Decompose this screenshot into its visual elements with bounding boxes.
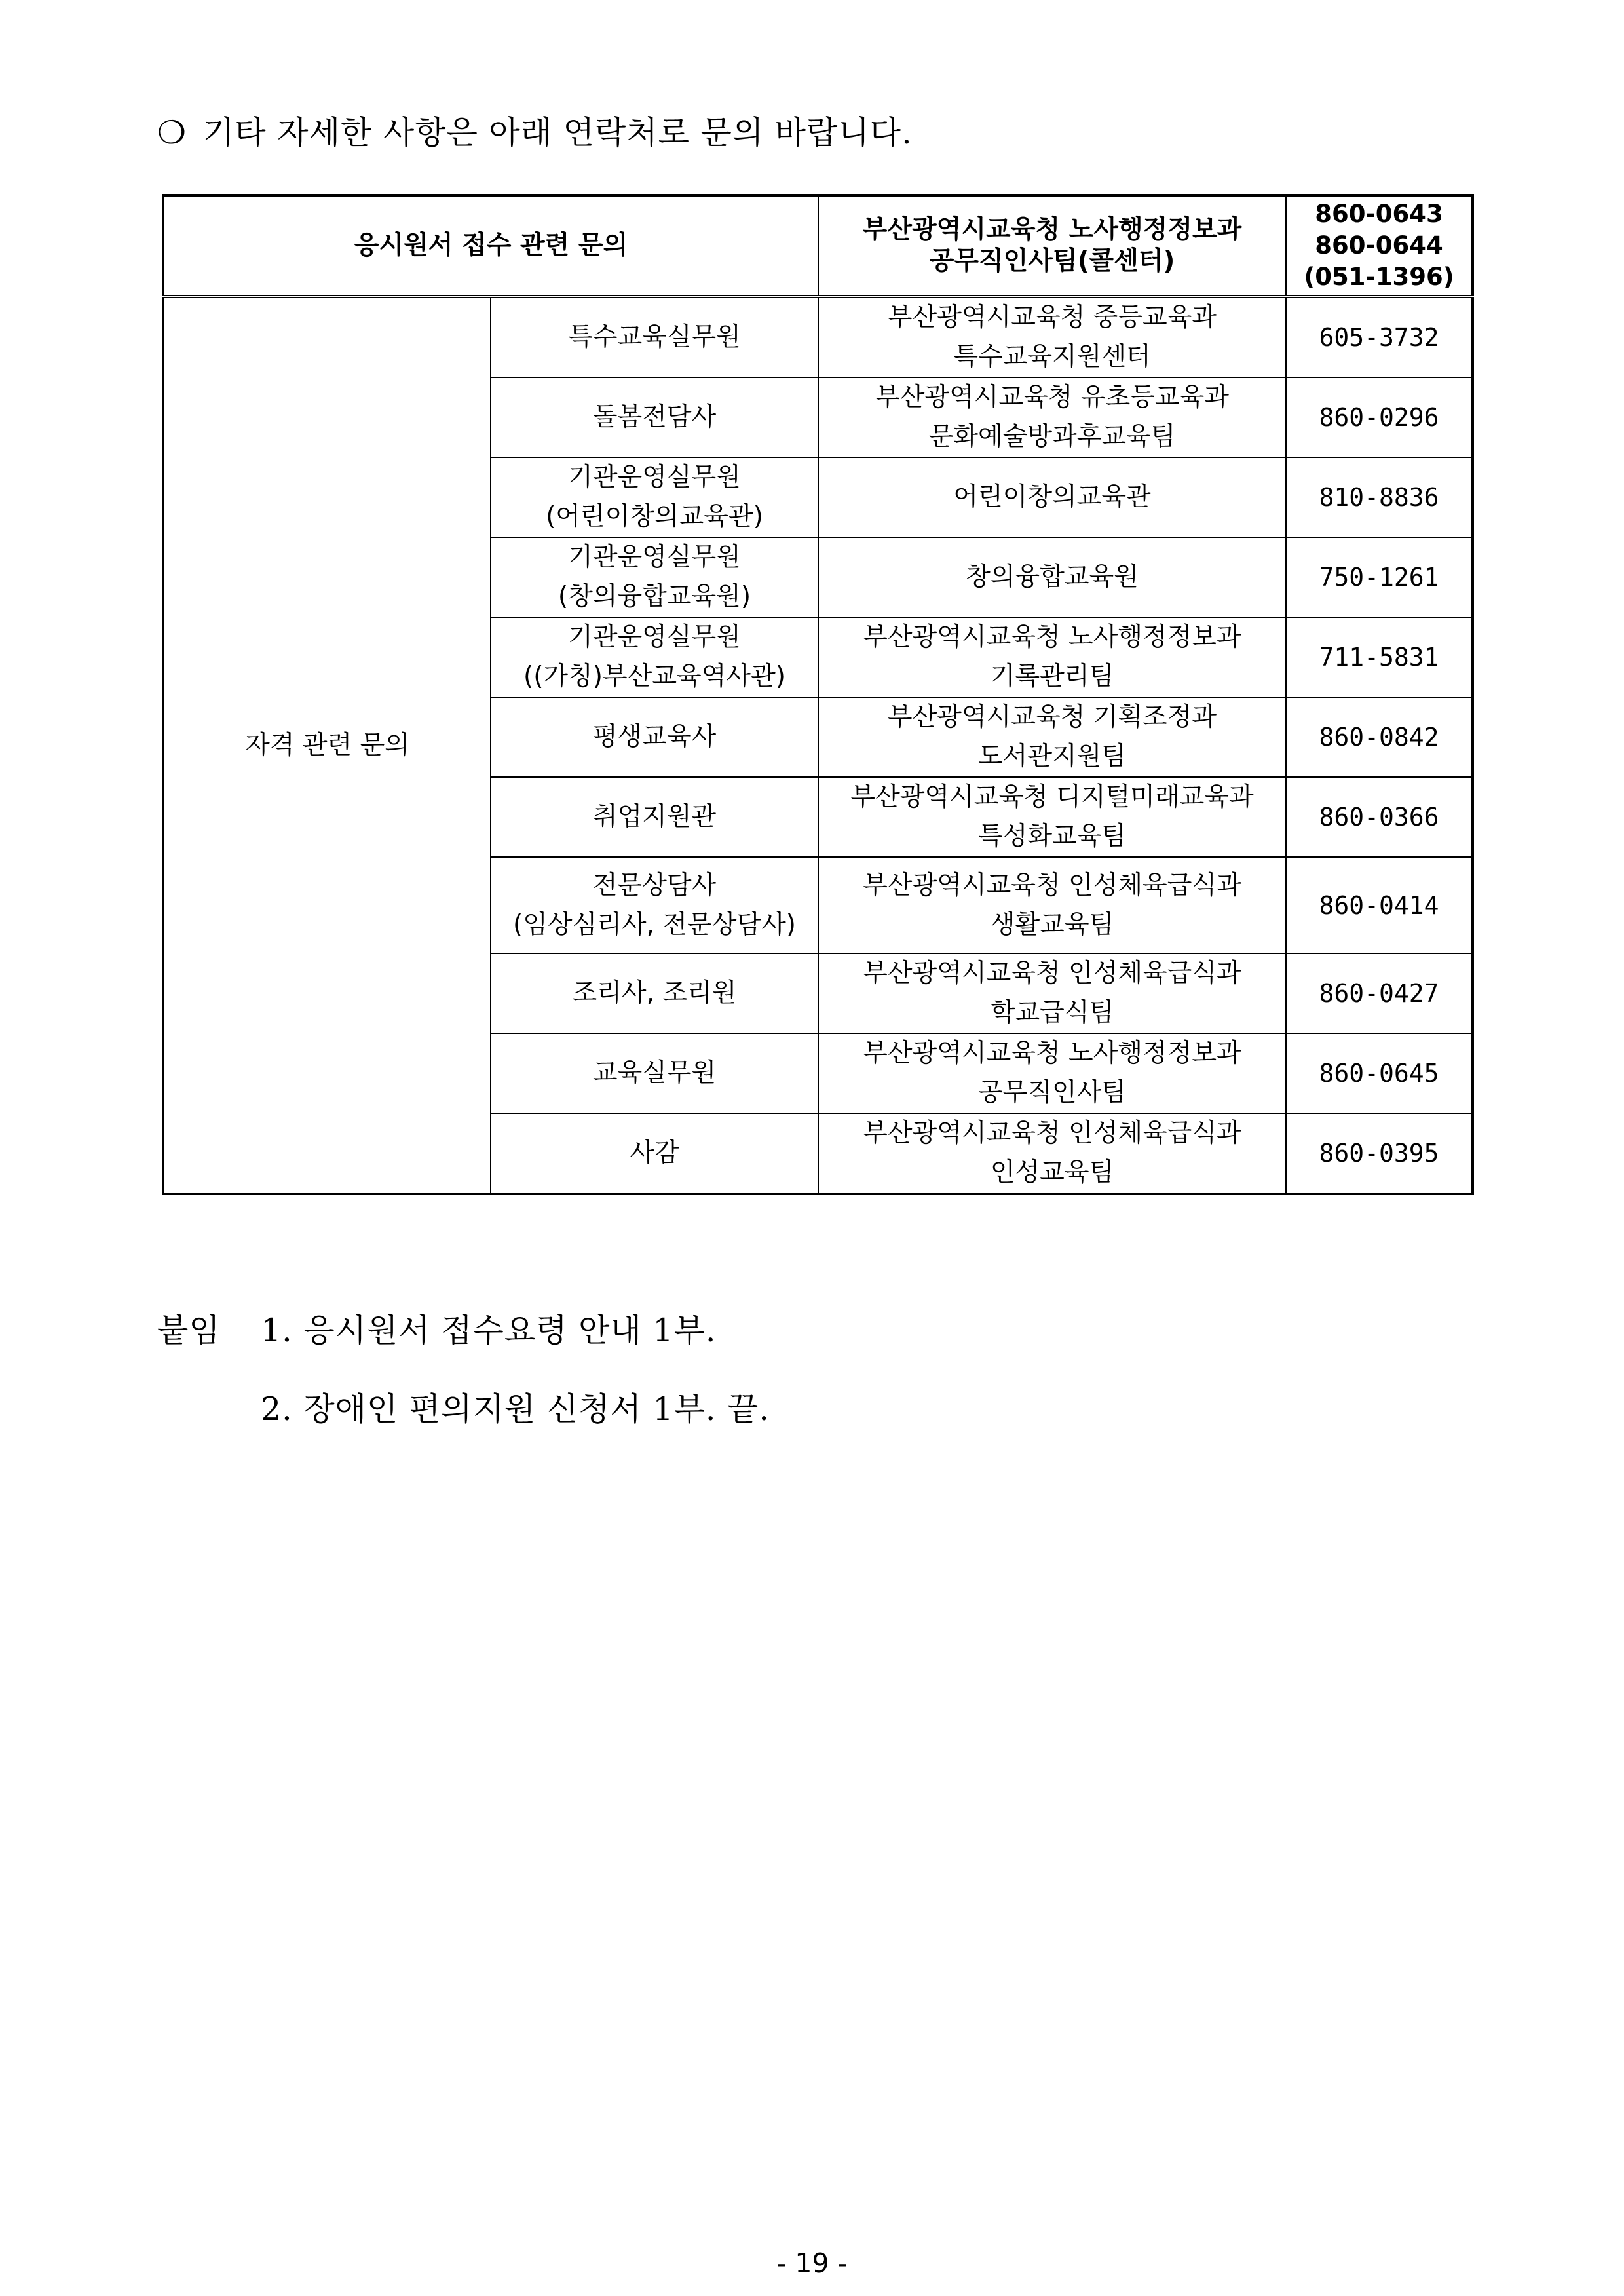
department-cell — [818, 1113, 1286, 1194]
job-title-cell — [491, 777, 818, 857]
job-title-cell — [491, 857, 818, 953]
department-line: 부산광역시교육청 디지털미래교육과 — [850, 782, 1254, 812]
job-title-line: (어린이창의교육관) — [546, 502, 763, 531]
department-line: 부산광역시교육청 인성체육급식과 — [863, 959, 1241, 988]
job-title-line: 돌봄전담사 — [592, 402, 717, 432]
job-title-cell — [491, 537, 818, 617]
job-title-cell — [491, 617, 818, 697]
department-line: 창의융합교육원 — [966, 562, 1139, 592]
header-phones — [1286, 195, 1473, 297]
department-line: 도서관지원팀 — [977, 742, 1127, 771]
job-title-line: 취업지원관 — [592, 802, 717, 832]
department-line: 부산광역시교육청 인성체육급식과 — [863, 870, 1241, 900]
department-line: 공무직인사팀 — [977, 1078, 1127, 1107]
group-label: 자격 관련 문의 — [163, 297, 491, 1195]
job-title-line: 특수교육실무원 — [568, 322, 741, 352]
contact-table — [162, 194, 1474, 1195]
department-cell — [818, 953, 1286, 1033]
department-cell — [818, 857, 1286, 953]
job-title-cell — [491, 297, 818, 378]
department-cell — [818, 377, 1286, 457]
department-cell — [818, 617, 1286, 697]
phone-cell: 810-8836 — [1286, 457, 1473, 537]
department-cell — [818, 297, 1286, 378]
job-title-cell — [491, 697, 818, 777]
phone-cell: 860-0395 — [1286, 1113, 1473, 1194]
job-title-line: 기관운영실무원 — [568, 543, 741, 572]
department-line: 생활교육팀 — [990, 909, 1114, 940]
department-line: 부산광역시교육청 유초등교육과 — [875, 383, 1229, 412]
header-dept — [818, 195, 1286, 297]
department-cell — [818, 537, 1286, 617]
job-title-cell — [491, 1113, 818, 1194]
department-line: 어린이창의교육관 — [953, 482, 1151, 512]
job-title-line: 사감 — [630, 1138, 679, 1168]
department-line: 학교급식팀 — [990, 998, 1114, 1027]
attachment-1 — [157, 1308, 716, 1354]
header-dept-line: 공무직인사팀(콜센터) — [929, 246, 1175, 276]
department-line: 기록관리팀 — [990, 662, 1114, 691]
job-title-line: (창의융합교육원) — [557, 582, 751, 611]
department-cell — [818, 697, 1286, 777]
phone-cell: 605-3732 — [1286, 297, 1473, 378]
phone-cell: 860-0296 — [1286, 377, 1473, 457]
department-line: 인성교육팀 — [990, 1158, 1114, 1187]
job-title-line: 교육실무원 — [592, 1058, 717, 1088]
header-label: 응시원서 접수 관련 문의 — [163, 195, 818, 297]
department-line: 부산광역시교육청 인성체육급식과 — [863, 1119, 1241, 1148]
department-cell — [818, 777, 1286, 857]
header-dept-line: 부산광역시교육청 노사행정정보과 — [862, 215, 1242, 244]
attachment-item: 2. 장애인 편의지원 신청서 1부. 끝. — [261, 1390, 770, 1428]
header-phone-line: 860-0644 — [1315, 231, 1443, 259]
department-cell — [818, 1033, 1286, 1113]
department-line: 부산광역시교육청 노사행정정보과 — [863, 1039, 1241, 1068]
department-line: 부산광역시교육청 노사행정정보과 — [863, 622, 1241, 652]
circle-bullet-icon: ❍ — [157, 114, 187, 151]
department-cell — [818, 457, 1286, 537]
attachment-2 — [261, 1387, 770, 1432]
department-line: 특성화교육팀 — [977, 822, 1127, 851]
job-title-line: 평생교육사 — [592, 722, 717, 752]
contact-rows — [163, 297, 1473, 1195]
job-title-line: 전문상담사 — [592, 870, 717, 900]
intro-sentence: 기타 자세한 사항은 아래 연락처로 문의 바랍니다. — [203, 114, 913, 151]
job-title-cell — [491, 1033, 818, 1113]
phone-cell: 860-0427 — [1286, 953, 1473, 1033]
job-title-line: 기관운영실무원 — [568, 463, 741, 492]
job-title-line: 조리사, 조리원 — [572, 978, 737, 1008]
department-line: 부산광역시교육청 중등교육과 — [887, 303, 1217, 332]
page-number: - 19 - — [776, 2248, 848, 2279]
job-title-line: ((가칭)부산교육역사관) — [523, 662, 785, 691]
job-title-cell — [491, 377, 818, 457]
phone-cell: 860-0842 — [1286, 697, 1473, 777]
job-title-cell — [491, 457, 818, 537]
attachment-item: 1. 응시원서 접수요령 안내 1부. — [261, 1312, 717, 1349]
header-phone-line: (051-1396) — [1304, 263, 1454, 291]
department-line: 부산광역시교육청 기획조정과 — [887, 702, 1217, 732]
table-header-row — [163, 195, 1473, 297]
job-title-cell — [491, 953, 818, 1033]
department-line: 문화예술방과후교육팀 — [928, 422, 1176, 451]
phone-cell: 750-1261 — [1286, 537, 1473, 617]
phone-cell: 860-0414 — [1286, 857, 1473, 953]
intro-text — [157, 110, 913, 156]
job-title-line: (임상심리사, 전문상담사) — [513, 909, 796, 940]
table-row — [163, 297, 1473, 378]
attachment-label: 붙임 — [157, 1312, 221, 1349]
phone-cell: 860-0366 — [1286, 777, 1473, 857]
department-line: 특수교육지원센터 — [953, 342, 1151, 372]
phone-cell: 860-0645 — [1286, 1033, 1473, 1113]
phone-cell: 711-5831 — [1286, 617, 1473, 697]
job-title-line: 기관운영실무원 — [568, 622, 741, 652]
header-phone-line: 860-0643 — [1315, 200, 1443, 228]
